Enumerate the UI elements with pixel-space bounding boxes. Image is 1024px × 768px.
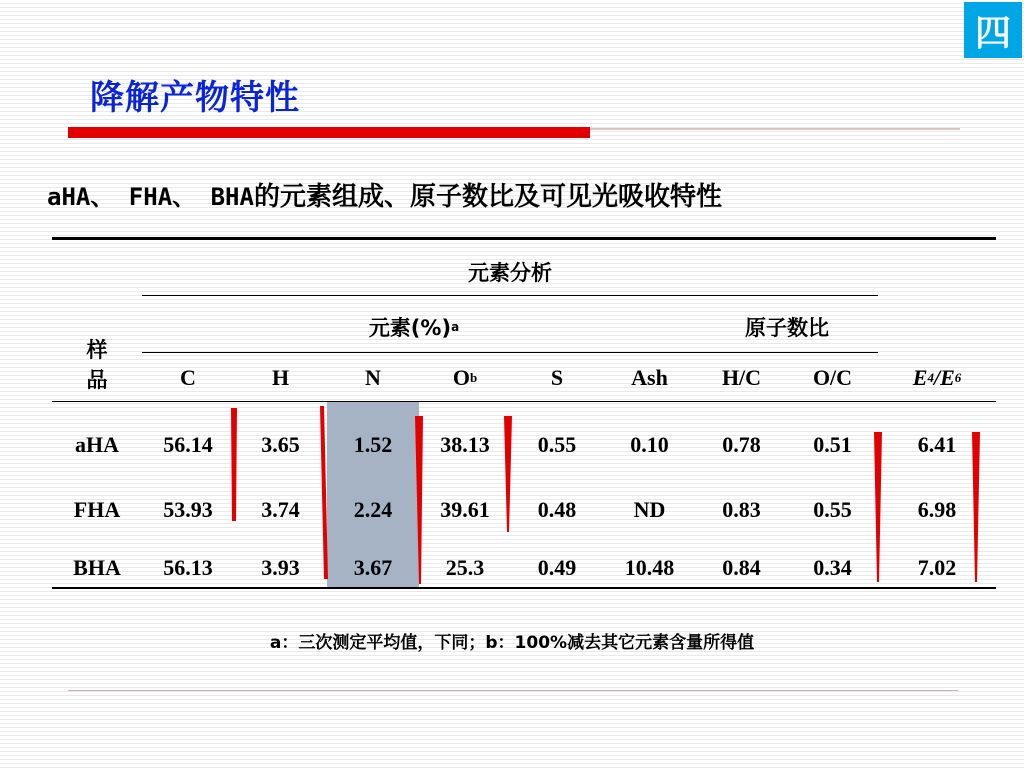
red-wedge-marker [872, 432, 884, 584]
table-caption-text: 的元素组成、原子数比及可见光吸收特性 [253, 182, 722, 212]
ratio-header: 原子数比 [745, 316, 829, 340]
elements-header-sup: a [451, 320, 460, 334]
cell-n: 3.67 [353, 555, 393, 580]
e4-label: E [912, 365, 928, 390]
e6-sub: 6 [954, 370, 962, 385]
cell-s: 0.48 [537, 497, 577, 522]
column-header-o-sup: b [469, 370, 478, 385]
column-header-o [419, 356, 511, 400]
column-header-oc: O/C [812, 365, 853, 390]
row-sample: BHA [73, 555, 121, 580]
cell-ash: 0.10 [630, 432, 669, 457]
cell-e4e6: 7.02 [917, 555, 957, 580]
e6-label: E [940, 365, 955, 390]
group-header-rule [142, 295, 878, 296]
sample-header [52, 330, 142, 400]
cell-oc: 0.55 [813, 497, 852, 522]
footer-rule [68, 690, 958, 691]
red-wedge-marker [318, 406, 330, 581]
cell-n: 2.24 [353, 497, 393, 522]
cell-h: 3.74 [261, 497, 300, 522]
table-caption [47, 176, 722, 213]
cell-c: 53.93 [163, 497, 213, 522]
row-sample: aHA [75, 432, 119, 457]
cell-oc: 0.34 [813, 555, 852, 580]
elements-header-label: 元素(%) [368, 316, 452, 340]
column-header-hc: H/C [721, 365, 762, 390]
column-header-h: H [271, 365, 290, 390]
cell-n: 1.52 [353, 432, 393, 457]
table-top-rule [52, 237, 996, 240]
cell-s: 0.49 [537, 555, 577, 580]
cell-o: 39.61 [440, 497, 490, 522]
column-header-s: S [550, 365, 564, 390]
e4-sub: 4 [927, 370, 934, 385]
section-badge: 四 [964, 2, 1022, 58]
cell-oc: 0.51 [813, 432, 852, 457]
column-header-c: C [180, 365, 196, 390]
cell-o: 25.3 [445, 555, 485, 580]
subgroup-header-rule [142, 352, 878, 353]
group-header: 元素分析 [468, 261, 552, 285]
cell-c: 56.13 [163, 555, 213, 580]
e-slash: / [933, 365, 941, 390]
column-header-e4e6 [878, 356, 996, 400]
cell-s: 0.55 [537, 432, 577, 457]
cell-o: 38.13 [440, 432, 490, 457]
cell-ash: ND [633, 497, 666, 522]
column-header-o-label: O [452, 365, 470, 390]
cell-e4e6: 6.41 [917, 432, 957, 457]
page-title: 降解产物特性 [90, 78, 300, 118]
cell-hc: 0.83 [722, 497, 761, 522]
column-header-rule [52, 401, 996, 402]
cell-c: 56.14 [163, 432, 213, 457]
column-header-n: N [365, 365, 381, 390]
red-wedge-marker [970, 432, 982, 584]
cell-h: 3.93 [261, 555, 300, 580]
cell-ash: 10.48 [624, 555, 675, 580]
cell-hc: 0.78 [722, 432, 761, 457]
title-underline-rule [590, 128, 960, 130]
sample-header-line1: 样 [86, 338, 108, 362]
cell-e4e6: 6.98 [917, 497, 957, 522]
red-wedge-marker [228, 408, 240, 523]
elements-header [142, 306, 686, 348]
title-underline-accent [68, 127, 590, 138]
sample-header-line2: 品 [86, 368, 108, 392]
table-footnote: a：三次测定平均值，下同；b：100%减去其它元素含量所得值 [269, 633, 755, 653]
red-wedge-marker [413, 416, 425, 586]
table-caption-samples: aHA、 FHA、 BHA [47, 183, 254, 211]
cell-h: 3.65 [261, 432, 300, 457]
cell-hc: 0.84 [722, 555, 761, 580]
column-header-ash: Ash [631, 365, 668, 390]
red-wedge-marker [502, 416, 514, 534]
row-sample: FHA [73, 497, 121, 522]
